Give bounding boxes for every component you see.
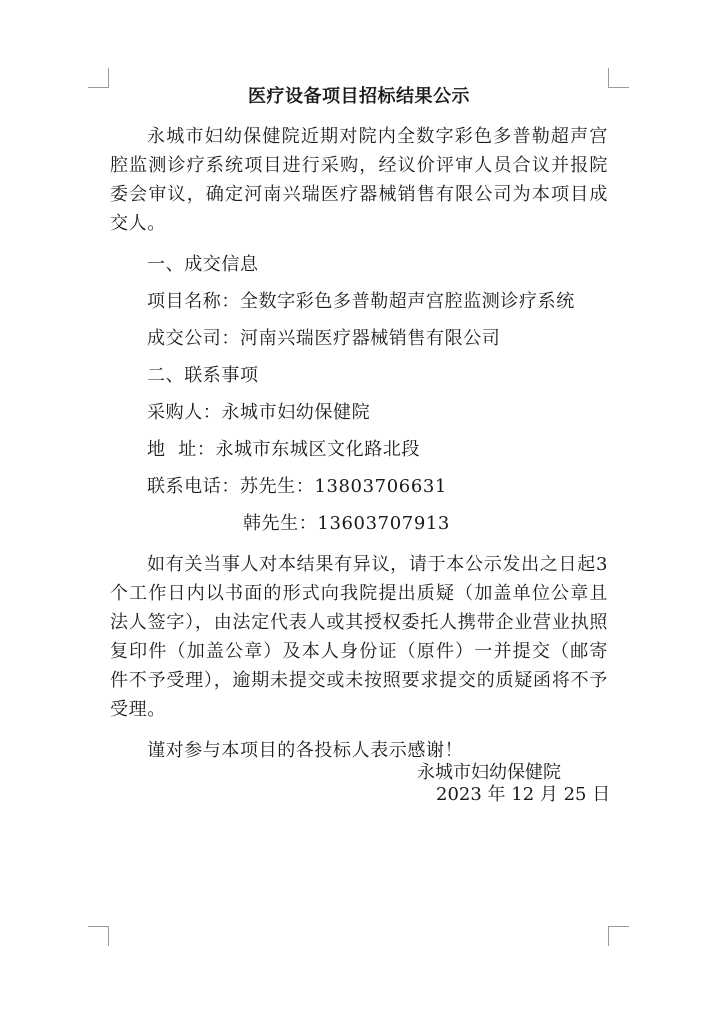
crop-mark-bottom-left-v bbox=[108, 926, 109, 946]
crop-mark-bottom-right-v bbox=[608, 926, 609, 946]
purchaser-line: 采购人：永城市妇幼保健院 bbox=[147, 402, 371, 423]
signature-date: 2023 年 12 月 25 日 bbox=[436, 784, 611, 805]
section-2-heading: 二、联系事项 bbox=[147, 365, 259, 386]
crop-mark-top-left-v bbox=[108, 68, 109, 88]
crop-mark-top-left-h bbox=[88, 87, 108, 88]
signature-organization: 永城市妇幼保健院 bbox=[417, 762, 561, 783]
document-title: 医疗设备项目招标结果公示 bbox=[248, 86, 470, 107]
objection-paragraph: 如有关当事人对本结果有异议，请于本公示发出之日起3个工作日内以书面的形式向我院提出质疑（加盖单位公章且法人签字），由法定代表人或其授权委托人携带企业营业执照复印件（加盖公章）及本人身份证（原件）一并提交（邮寄件不予受理），逾期未提交或未按照要求提交的质疑函将不予受理。 bbox=[110, 554, 608, 720]
section-1-heading: 一、成交信息 bbox=[147, 254, 259, 275]
crop-mark-bottom-left-h bbox=[88, 926, 108, 927]
thanks-line: 谨对参与本项目的各投标人表示感谢！ bbox=[147, 740, 464, 761]
crop-mark-top-right-h bbox=[609, 87, 629, 88]
contact-phone-line-1: 联系电话：苏先生：13803706631 bbox=[147, 476, 447, 497]
document-page bbox=[110, 86, 611, 806]
crop-mark-bottom-right-h bbox=[609, 926, 629, 927]
contact-phone-line-2: 韩先生：13603707913 bbox=[243, 513, 450, 534]
address-line: 地 址：永城市东城区文化路北段 bbox=[147, 439, 421, 460]
project-name-line: 项目名称：全数字彩色多普勒超声宫腔监测诊疗系统 bbox=[147, 291, 575, 312]
winning-company-line: 成交公司：河南兴瑞医疗器械销售有限公司 bbox=[147, 328, 501, 349]
intro-paragraph: 永城市妇幼保健院近期对院内全数字彩色多普勒超声宫腔监测诊疗系统项目进行采购，经议价评审人员合议并报院委会审议，确定河南兴瑞医疗器械销售有限公司为本项目成交人。 bbox=[110, 126, 608, 234]
crop-mark-top-right-v bbox=[608, 68, 609, 88]
